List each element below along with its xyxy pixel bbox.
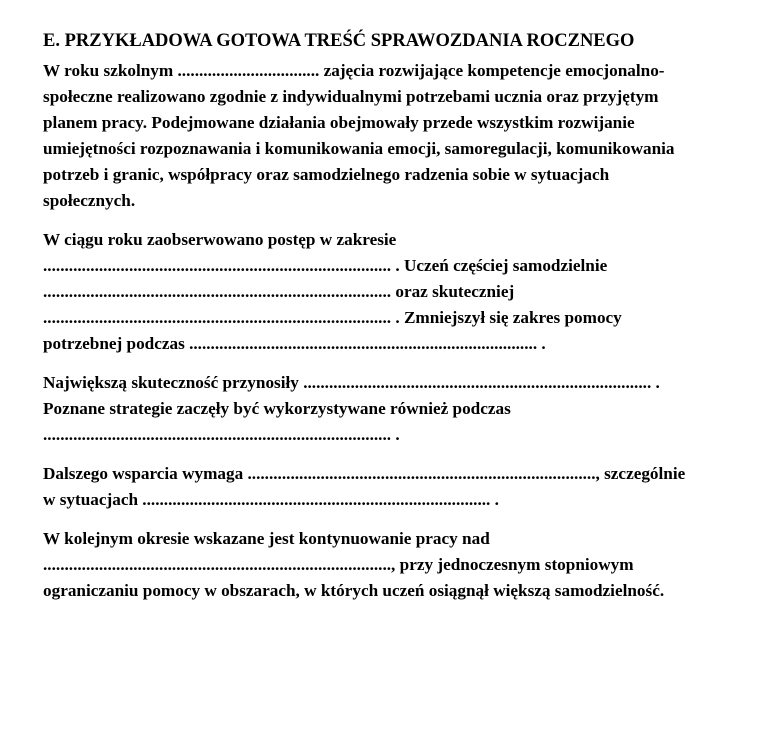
text-line: potrzebnej podczas ................................................................................. . [43, 334, 546, 353]
document-page [43, 28, 776, 617]
paragraph-summary [43, 58, 776, 214]
text-line: ................................................................................. . Uczeń częściej samodzielnie [43, 256, 608, 275]
text-line: ................................................................................. . Zmniejszył się zakres pomocy [43, 308, 622, 327]
paragraph-effectiveness [43, 370, 776, 448]
text-line: ograniczaniu pomocy w obszarach, w których uczeń osiągnął większą samodzielność. [43, 581, 665, 600]
text-line: ................................................................................., przy jednoczesnym stopniowym [43, 555, 634, 574]
text-line: planem pracy. Podejmowane działania obejmowały przede wszystkim rozwijanie [43, 113, 635, 132]
text-line: ................................................................................. . [43, 425, 400, 444]
text-line: Dalszego wsparcia wymaga ................................................................................., szczególnie [43, 464, 686, 483]
text-line: W roku szkolnym ................................. zajęcia rozwijające kompetencje emocjonalno- [43, 61, 665, 80]
text-line: społecznych. [43, 191, 136, 210]
paragraph-further-support [43, 461, 776, 513]
text-line: umiejętności rozpoznawania i komunikowania emocji, samoregulacji, komunikowania [43, 139, 675, 158]
paragraph-progress [43, 227, 776, 357]
text-line: potrzeb i granic, współpracy oraz samodzielnego radzenia sobie w sytuacjach [43, 165, 610, 184]
text-line: społeczne realizowano zgodnie z indywidualnymi potrzebami ucznia oraz przyjętym [43, 87, 659, 106]
section-title: E. PRZYKŁADOWA GOTOWA TREŚĆ SPRAWOZDANIA ROCZNEGO [43, 31, 635, 51]
text-line: W kolejnym okresie wskazane jest kontynuowanie pracy nad [43, 529, 490, 548]
text-line: Poznane strategie zaczęły być wykorzystywane również podczas [43, 399, 511, 418]
text-line: Największą skuteczność przynosiły ................................................................................. . [43, 373, 660, 392]
text-line: W ciągu roku zaobserwowano postęp w zakresie [43, 230, 397, 249]
text-line: ................................................................................. oraz skuteczniej [43, 282, 515, 301]
text-line: w sytuacjach ................................................................................. . [43, 490, 499, 509]
paragraph-next-period [43, 526, 776, 604]
